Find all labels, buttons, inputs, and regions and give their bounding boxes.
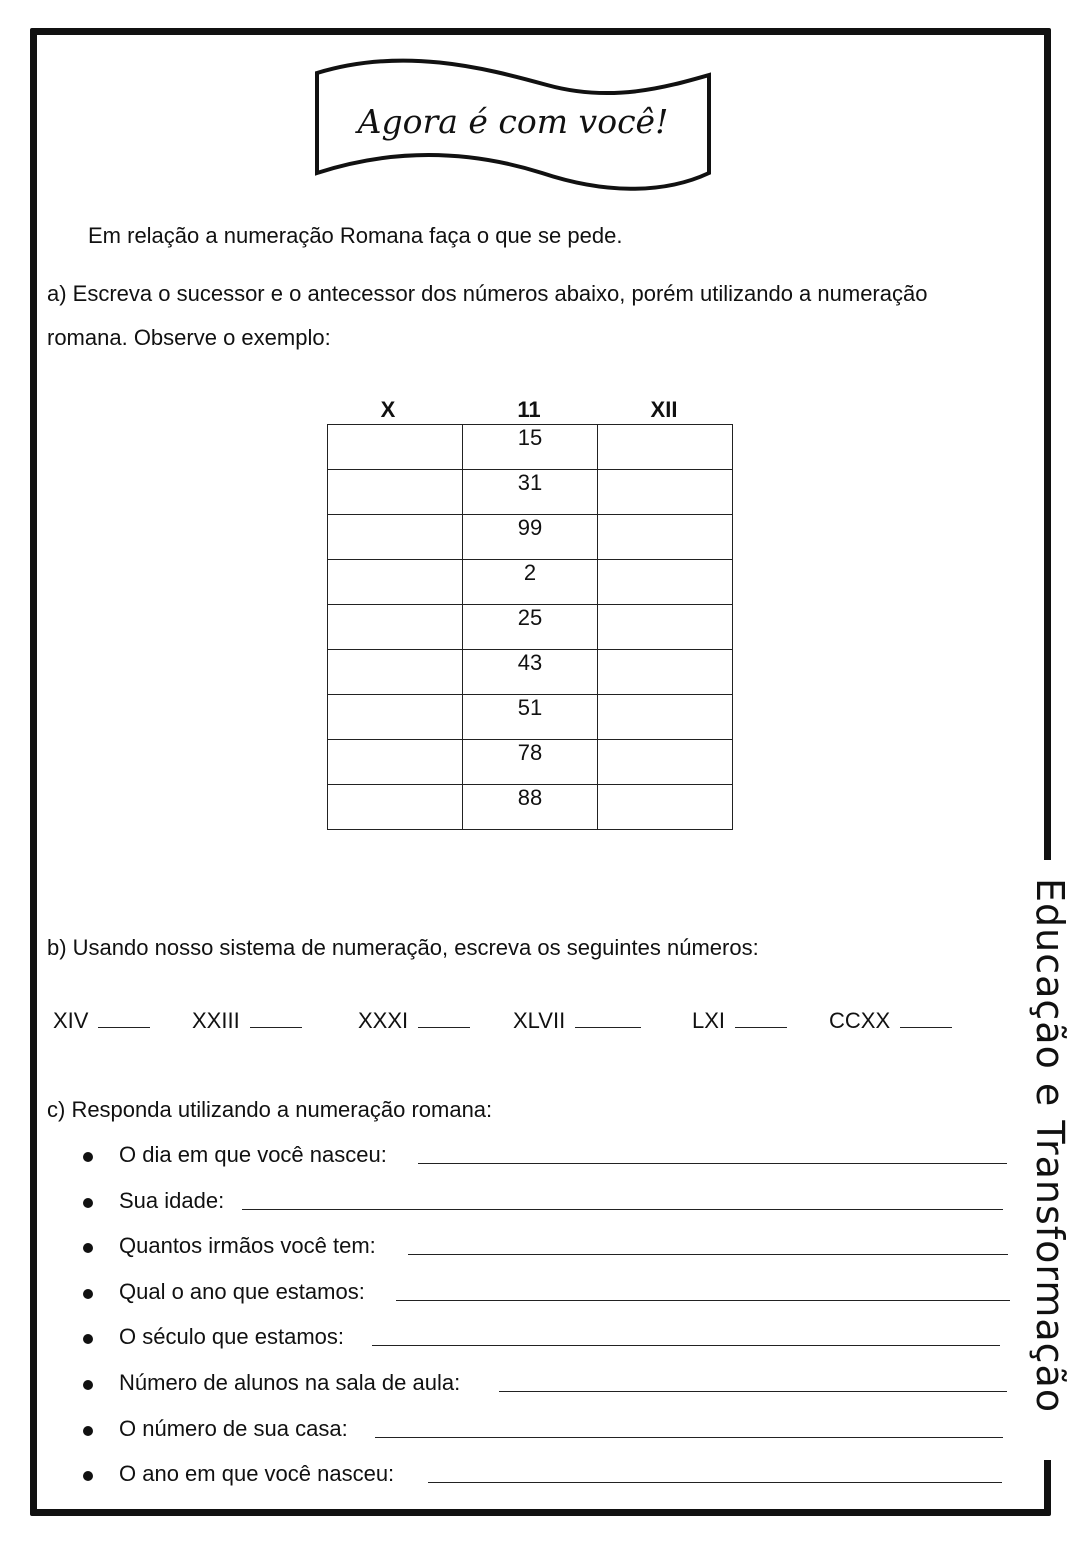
numeral-label: XLVII (513, 1008, 566, 1033)
numeral-label: XIV (53, 1008, 89, 1033)
list-item: O número de sua casa: (119, 1415, 348, 1441)
intro-text: Em relação a numeração Romana faça o que se pede. (88, 223, 623, 248)
bullet-icon (83, 1380, 93, 1390)
example-number: 11 (517, 397, 541, 422)
bullet-icon (83, 1289, 93, 1299)
numeral-item (829, 1008, 952, 1034)
sucessor-cell[interactable] (598, 425, 733, 470)
number-cell: 99 (463, 515, 598, 560)
answer-line[interactable] (499, 1391, 1007, 1392)
answer-blank[interactable] (900, 1009, 952, 1028)
table-row (328, 515, 733, 560)
bullet-icon (83, 1198, 93, 1208)
sucessor-cell[interactable] (598, 695, 733, 740)
table-row (328, 695, 733, 740)
sucessor-cell[interactable] (598, 605, 733, 650)
number-cell: 88 (463, 785, 598, 830)
number-cell: 78 (463, 740, 598, 785)
numeral-item (692, 1008, 787, 1034)
table-row (328, 425, 733, 470)
banner-title: Agora é com você! (357, 102, 669, 141)
question-b-text: b) Usando nosso sistema de numeração, escreva os seguintes números: (47, 935, 759, 960)
numeral-label: CCXX (829, 1008, 891, 1033)
number-cell: 31 (463, 470, 598, 515)
numeral-label: LXI (692, 1008, 726, 1033)
bullet-icon (83, 1152, 93, 1162)
number-cell: 51 (463, 695, 598, 740)
question-a-line1: a) Escreva o sucessor e o antecessor dos números abaixo, porém utilizando a numeração (47, 281, 928, 306)
example-antecessor: X (380, 397, 396, 422)
bullet-icon (83, 1426, 93, 1436)
numeral-item (53, 1008, 150, 1034)
number-cell: 43 (463, 650, 598, 695)
answer-line[interactable] (396, 1300, 1010, 1301)
answer-blank[interactable] (98, 1009, 150, 1028)
antecessor-cell[interactable] (328, 425, 463, 470)
list-item: O ano em que você nasceu: (119, 1461, 395, 1487)
numeral-item (513, 1008, 641, 1034)
list-item: Quantos irmãos você tem: (119, 1233, 376, 1259)
list-item: Qual o ano que estamos: (119, 1278, 365, 1304)
answer-line[interactable] (428, 1482, 1002, 1483)
number-cell: 25 (463, 605, 598, 650)
sucessor-cell[interactable] (598, 785, 733, 830)
list-item: Sua idade: (119, 1187, 225, 1213)
number-cell: 2 (463, 560, 598, 605)
table-row (328, 605, 733, 650)
question-a-line2: romana. Observe o exemplo: (47, 325, 331, 350)
answer-line[interactable] (408, 1254, 1008, 1255)
list-item: Número de alunos na sala de aula: (119, 1370, 461, 1395)
answer-blank[interactable] (250, 1009, 302, 1028)
numeral-item (192, 1008, 302, 1034)
list-item: O dia em que você nasceu: (119, 1142, 387, 1167)
table-row (328, 470, 733, 515)
antecessor-cell[interactable] (328, 605, 463, 650)
numeral-label: XXXI (358, 1008, 409, 1033)
sucessor-cell[interactable] (598, 470, 733, 515)
answer-line[interactable] (372, 1345, 1000, 1346)
table-row (328, 560, 733, 605)
list-item: O século que estamos: (119, 1324, 345, 1350)
sucessor-cell[interactable] (598, 560, 733, 605)
roman-table (327, 424, 733, 830)
antecessor-cell[interactable] (328, 695, 463, 740)
watermark-text: Educação e Transformação (1028, 878, 1072, 1414)
sucessor-cell[interactable] (598, 515, 733, 560)
answer-line[interactable] (375, 1437, 1003, 1438)
antecessor-cell[interactable] (328, 785, 463, 830)
antecessor-cell[interactable] (328, 650, 463, 695)
table-row (328, 740, 733, 785)
table-row (328, 785, 733, 830)
answer-blank[interactable] (735, 1009, 787, 1028)
answer-blank[interactable] (418, 1009, 470, 1028)
antecessor-cell[interactable] (328, 470, 463, 515)
table-row (328, 650, 733, 695)
example-sucessor: XII (650, 397, 678, 422)
numeral-item (358, 1008, 470, 1034)
question-c-text: c) Responda utilizando a numeração romana: (47, 1097, 493, 1122)
sucessor-cell[interactable] (598, 740, 733, 785)
antecessor-cell[interactable] (328, 515, 463, 560)
antecessor-cell[interactable] (328, 560, 463, 605)
numeral-label: XXIII (192, 1008, 240, 1033)
answer-blank[interactable] (575, 1009, 641, 1028)
number-cell: 15 (463, 425, 598, 470)
answer-line[interactable] (242, 1209, 1003, 1210)
answer-line[interactable] (418, 1163, 1007, 1164)
sucessor-cell[interactable] (598, 650, 733, 695)
antecessor-cell[interactable] (328, 740, 463, 785)
